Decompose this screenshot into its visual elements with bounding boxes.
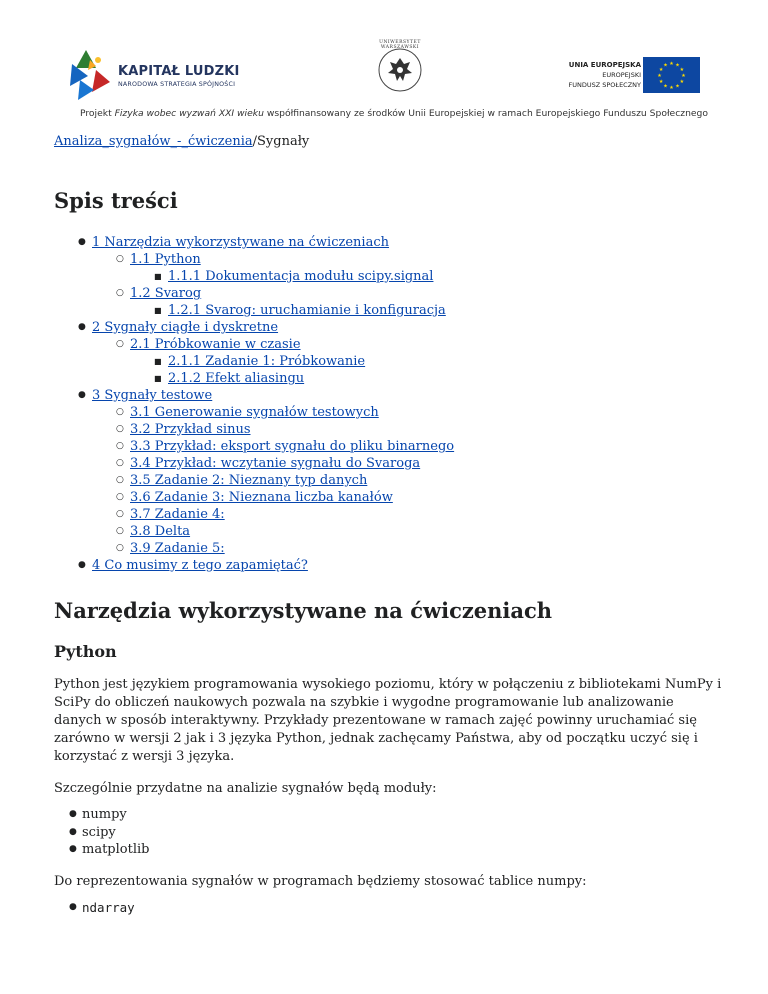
module-name: matplotlib bbox=[82, 842, 150, 857]
array-type: ndarray bbox=[82, 899, 135, 915]
project-suffix: współfinansowany ze środków Unii Europejskiej w ramach Europejskiego Funduszu Społecznego bbox=[263, 108, 709, 119]
svg-text:★: ★ bbox=[681, 73, 686, 79]
bullet-icon: ■ bbox=[154, 357, 162, 366]
toc-link[interactable]: 3.4 Przykład: wczytanie sygnału do Svaroga bbox=[130, 456, 421, 471]
svg-text:★: ★ bbox=[675, 62, 680, 69]
svg-text:★: ★ bbox=[658, 79, 664, 85]
main-content bbox=[54, 133, 724, 917]
bullet-icon: ● bbox=[78, 390, 86, 400]
toc-link[interactable]: 3 Sygnały testowe bbox=[92, 388, 213, 403]
breadcrumb-current: /Sygnały bbox=[252, 134, 310, 149]
section-heading: Narzędzia wykorzystywane na ćwiczeniach bbox=[54, 598, 553, 623]
bullet-icon: ● bbox=[69, 901, 77, 912]
eu-flag-icon bbox=[643, 57, 700, 93]
toc-link[interactable]: 3.1 Generowanie sygnałów testowych bbox=[130, 405, 379, 420]
svg-text:★: ★ bbox=[658, 67, 664, 73]
toc-item bbox=[54, 319, 724, 387]
bullet-icon: ● bbox=[69, 844, 77, 854]
toc-link[interactable]: 3.6 Zadanie 3: Nieznana liczba kanałów bbox=[130, 490, 393, 505]
table-of-contents bbox=[54, 234, 724, 574]
toc-item bbox=[92, 251, 724, 285]
project-prefix: Projekt bbox=[79, 108, 115, 119]
bullet-icon: ○ bbox=[116, 458, 124, 468]
breadcrumb-link[interactable]: Analiza_sygnałów_-_ćwiczenia bbox=[54, 134, 253, 149]
toc-item bbox=[92, 336, 724, 387]
bullet-icon: ● bbox=[69, 826, 77, 837]
toc-title: Spis treści bbox=[54, 188, 178, 213]
bullet-icon: ● bbox=[78, 322, 86, 332]
project-title: Fizyka wobec wyzwań XXI wieku bbox=[114, 108, 264, 119]
svg-text:★: ★ bbox=[663, 83, 668, 90]
project-funding-line bbox=[54, 108, 734, 119]
toc-item bbox=[92, 506, 724, 523]
paragraph-modules: Szczególnie przydatne na analizie sygnałów będą moduły: bbox=[54, 781, 437, 796]
bullet-icon: ○ bbox=[116, 475, 124, 485]
bullet-icon: ○ bbox=[116, 407, 124, 417]
toc-item bbox=[92, 540, 724, 557]
toc-link[interactable]: 2.1.2 Efekt aliasingu bbox=[168, 371, 305, 386]
bullet-icon: ■ bbox=[154, 272, 162, 281]
toc-item bbox=[92, 523, 724, 540]
subsection-heading: Python bbox=[54, 642, 117, 661]
svg-text:★: ★ bbox=[669, 85, 674, 91]
toc-link[interactable]: 4 Co musimy z tego zapamiętać? bbox=[92, 558, 308, 573]
toc-link[interactable]: 2.1.1 Zadanie 1: Próbkowanie bbox=[168, 354, 366, 369]
eu-line-3: FUNDUSZ SPOŁECZNY bbox=[568, 81, 641, 89]
toc-item bbox=[54, 557, 724, 574]
list-item bbox=[54, 899, 724, 918]
bullet-icon: ○ bbox=[116, 441, 124, 451]
module-name: scipy bbox=[82, 824, 116, 840]
toc-item bbox=[130, 302, 724, 319]
toc-link[interactable]: 1.2.1 Svarog: uruchamianie i konfiguracja bbox=[168, 303, 446, 318]
bullet-icon: ○ bbox=[116, 339, 124, 349]
toc-item bbox=[54, 234, 724, 319]
paragraph-intro: Python jest językiem programowania wysokiego poziomu, który w połączeniu z bibliotekami NumPy i SciPy do obliczeń naukowych pozwala na szybkie i wygodne programowanie lub analizowanie danych w sposób interaktywny. Przykłady prezentowane w ramach zajęć powinny uruchamiać się zarówno w wersji 2 jak i 3 języka Python, jednak zachęcamy Państwa, aby od początku uczyć się i korzystać z wersji 3 języka. bbox=[54, 677, 722, 764]
svg-text:★: ★ bbox=[675, 83, 680, 90]
breadcrumb bbox=[54, 133, 724, 151]
arrays-list bbox=[54, 899, 724, 918]
list-item bbox=[54, 824, 724, 842]
toc-item bbox=[92, 455, 724, 472]
eu-title: UNIA EUROPEJSKA bbox=[568, 61, 641, 69]
funding-banner bbox=[0, 0, 768, 130]
toc-item bbox=[54, 387, 724, 557]
modules-list bbox=[54, 806, 724, 859]
toc-item bbox=[92, 404, 724, 421]
bullet-icon: ● bbox=[69, 809, 77, 819]
toc-link[interactable]: 3.3 Przykład: eksport sygnału do pliku binarnego bbox=[130, 439, 455, 454]
bullet-icon: ○ bbox=[116, 288, 124, 298]
toc-link[interactable]: 1 Narzędzia wykorzystywane na ćwiczeniach bbox=[92, 235, 389, 250]
toc-item bbox=[92, 285, 724, 319]
toc-item bbox=[130, 268, 724, 285]
bullet-icon: ○ bbox=[116, 492, 124, 502]
toc-link[interactable]: 2 Sygnały ciągłe i dyskretne bbox=[92, 320, 279, 335]
toc-link[interactable]: 3.5 Zadanie 2: Nieznany typ danych bbox=[130, 473, 368, 488]
svg-text:★: ★ bbox=[657, 73, 662, 79]
toc-item bbox=[92, 472, 724, 489]
toc-link[interactable]: 1.1 Python bbox=[130, 252, 201, 267]
bullet-icon: ● bbox=[78, 237, 86, 247]
toc-item bbox=[92, 438, 724, 455]
eu-line-2: EUROPEJSKI bbox=[602, 71, 641, 79]
bullet-icon: ● bbox=[78, 560, 86, 570]
bullet-icon: ■ bbox=[154, 374, 162, 383]
svg-text:★: ★ bbox=[679, 79, 685, 85]
toc-link[interactable]: 3.9 Zadanie 5: bbox=[130, 541, 225, 556]
university-seal-icon bbox=[376, 46, 424, 94]
kapital-ludzki-subtitle: NARODOWA STRATEGIA SPÓJNOŚCI bbox=[118, 81, 236, 88]
bullet-icon: ○ bbox=[116, 543, 124, 553]
paragraph-arrays: Do reprezentowania sygnałów w programach będziemy stosować tablice numpy: bbox=[54, 873, 587, 889]
bullet-icon: ○ bbox=[116, 254, 124, 264]
toc-item bbox=[92, 421, 724, 438]
bullet-icon: ■ bbox=[154, 306, 162, 315]
toc-item bbox=[130, 353, 724, 370]
university-seal-text: UNIWERSYTET WARSZAWSKI bbox=[379, 40, 421, 50]
toc-link[interactable]: 3.7 Zadanie 4: bbox=[130, 507, 225, 522]
eu-text-block bbox=[568, 60, 641, 90]
svg-text:★: ★ bbox=[679, 67, 685, 73]
toc-item bbox=[130, 370, 724, 387]
toc-item bbox=[92, 489, 724, 506]
list-item bbox=[54, 841, 724, 859]
bullet-icon: ○ bbox=[116, 424, 124, 434]
toc-link[interactable]: 3.8 Delta bbox=[130, 524, 191, 539]
toc-link[interactable]: 3.2 Przykład sinus bbox=[130, 422, 251, 437]
module-name: numpy bbox=[82, 807, 127, 822]
toc-link[interactable]: 1.2 Svarog bbox=[130, 286, 202, 301]
svg-text:★: ★ bbox=[663, 62, 668, 69]
list-item bbox=[54, 806, 724, 824]
toc-link[interactable]: 1.1.1 Dokumentacja modułu scipy.signal bbox=[168, 269, 434, 284]
kapital-ludzki-title: KAPITAŁ LUDZKI bbox=[118, 64, 240, 79]
bullet-icon: ○ bbox=[116, 509, 124, 519]
bullet-icon: ○ bbox=[116, 526, 124, 536]
svg-text:★: ★ bbox=[669, 61, 674, 67]
toc-link[interactable]: 2.1 Próbkowanie w czasie bbox=[130, 337, 301, 352]
